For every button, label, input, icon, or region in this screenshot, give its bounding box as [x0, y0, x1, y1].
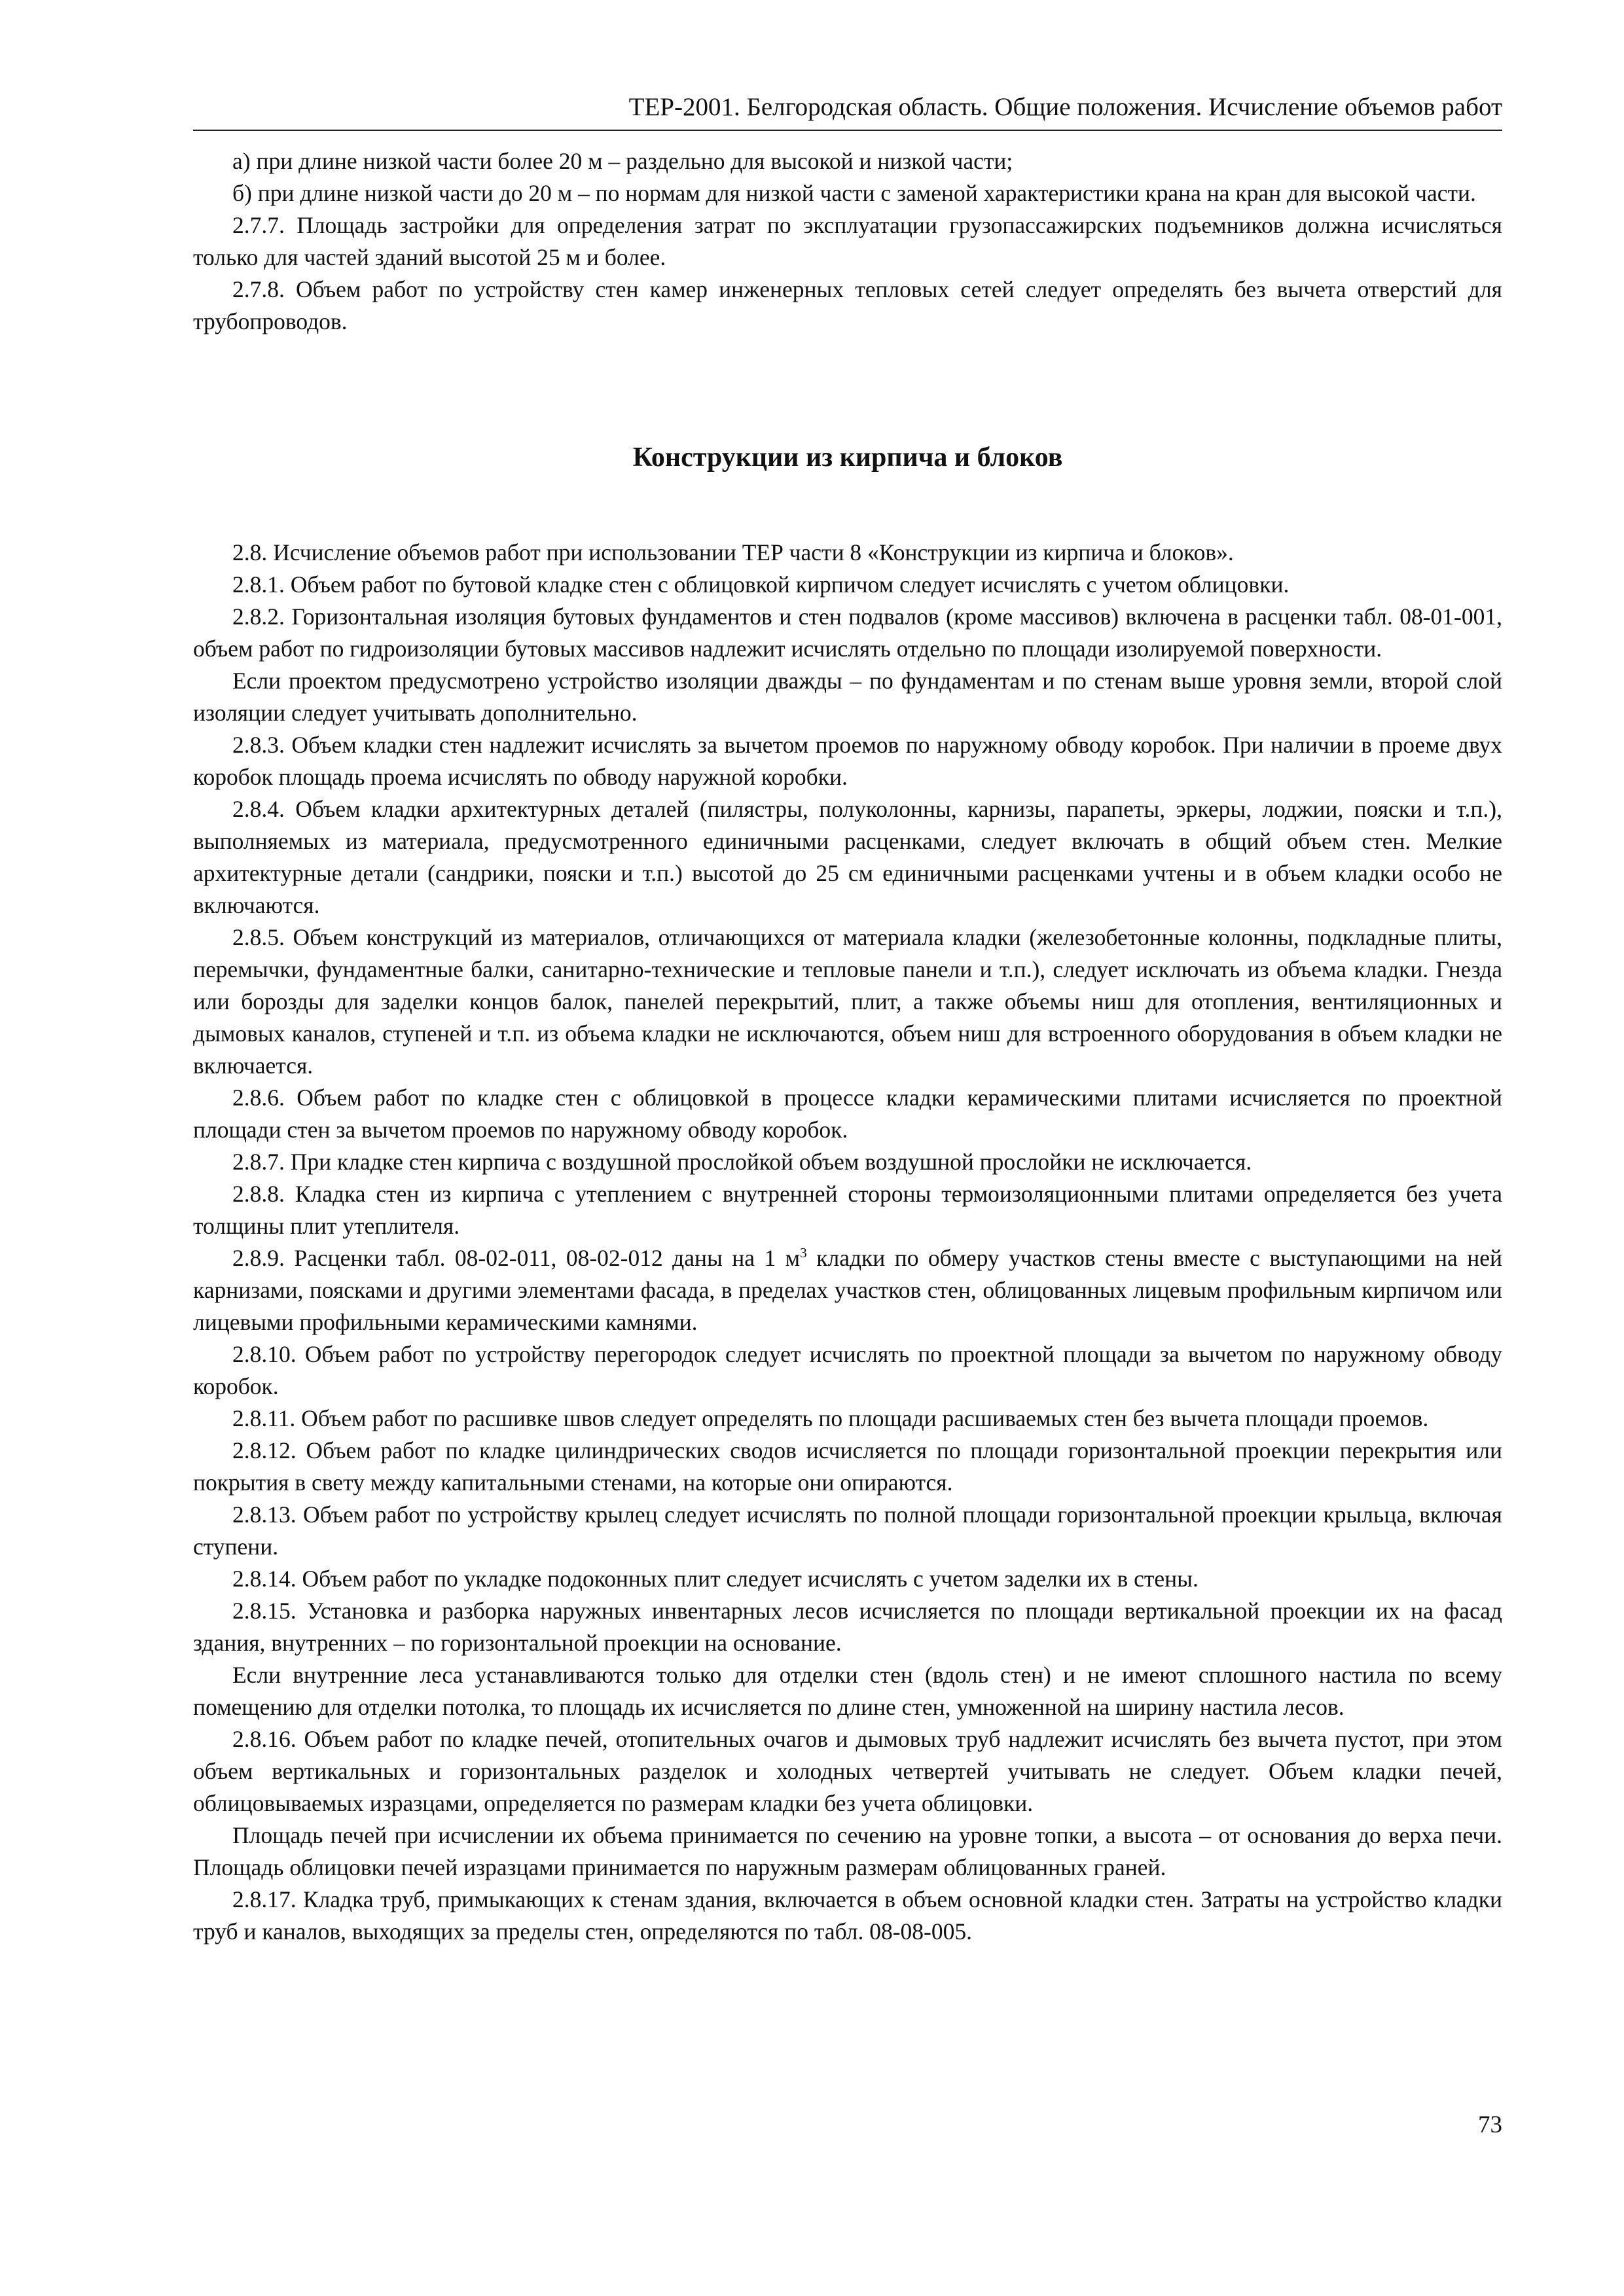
paragraph: 2.8.7. При кладке стен кирпича с воздушной прослойкой объем воздушной прослойки не исключается.	[232, 1149, 1252, 1175]
paragraph: 2.8.5. Объем конструкций из материалов, отличающихся от материала кладки (железобетонные колонны, подкладные плиты, перемычки, фундаментные балки, санитарно-технические и тепловые панели и т.п.), следует исключать из объема кладки. Гнезда или борозды для заделки концов балок, панелей перекрытий, плит, а также объемы ниш для отопления, вентиляционных и дымовых каналов, ступеней и т.п. из объема кладки не исключаются, объем ниш для встроенного оборудования в объем кладки не включается.	[193, 924, 1502, 1079]
section-paragraphs	[193, 537, 1502, 1948]
paragraph-with-superscript	[193, 1242, 1502, 1338]
paragraph: 2.8.13. Объем работ по устройству крылец следует исчислять по полной площади горизонтальной проекции крыльца, включая ступени.	[193, 1501, 1502, 1560]
paragraph: 2.8.4. Объем кладки архитектурных деталей (пилястры, полуколонны, карнизы, парапеты, эркеры, лоджии, пояски и т.п.), выполняемых из материала, предусмотренного единичными расценками, следует включать в общий объем стен. Мелкие архитектурные детали (сандрики, пояски и т.п.) высотой до 25 см единичными расценками учтены и в объем кладки особо не включаются.	[193, 796, 1502, 918]
paragraph-text-before: 2.8.9. Расценки табл. 08-02-011, 08-02-012 даны на 1 м	[232, 1245, 801, 1271]
paragraph: а) при длине низкой части более 20 м – раздельно для высокой и низкой части;	[232, 148, 1013, 174]
paragraph: Площадь печей при исчислении их объема принимается по сечению на уровне топки, а высота – от основания до верха печи. Площадь облицовки печей изразцами принимается по наружным размерам облицованных граней.	[193, 1822, 1502, 1880]
header-rule	[193, 130, 1502, 131]
paragraph: 2.8.1. Объем работ по бутовой кладке стен с облицовкой кирпичом следует исчислять с учетом облицовки.	[232, 571, 1290, 598]
paragraph: б) при длине низкой части до 20 м – по нормам для низкой части с заменой характеристики крана на кран для высокой части.	[232, 180, 1476, 206]
paragraph: 2.7.7. Площадь застройки для определения затрат по эксплуатации грузопассажирских подъемников должна исчисляться только для частей зданий высотой 25 м и более.	[193, 212, 1502, 270]
section-title: Конструкции из кирпича и блоков	[632, 442, 1063, 473]
paragraph-text-after: кладки по обмеру участков стены вместе с выступающими на ней карнизами, поясками и другими элементами фасада, в пределах участков стен, облицованных лицевым профильным кирпичом или лицевыми профильными керамическими камнями.	[193, 1245, 1502, 1335]
paragraph: 2.8.3. Объем кладки стен надлежит исчислять за вычетом проемов по наружному обводу коробок. При наличии в проеме двух коробок площадь проема исчислять по обводу наружной коробки.	[193, 732, 1502, 790]
superscript-exponent: 3	[800, 1245, 807, 1261]
intro-paragraphs	[193, 145, 1502, 338]
paragraph: Если внутренние леса устанавливаются только для отделки стен (вдоль стен) и не имеют сплошного настила по всему помещению для отделки потолка, то площадь их исчисляется по длине стен, умноженной на ширину настила лесов.	[193, 1662, 1502, 1720]
paragraph: 2.8.15. Установка и разборка наружных инвентарных лесов исчисляется по площади вертикальной проекции их на фасад здания, внутренних – по горизонтальной проекции на основание.	[193, 1598, 1502, 1656]
paragraph: 2.8.10. Объем работ по устройству перегородок следует исчислять по проектной площади за вычетом по наружному обводу коробок.	[193, 1341, 1502, 1399]
paragraph: 2.8.12. Объем работ по кладке цилиндрических сводов исчисляется по площади горизонтальной проекции перекрытия или покрытия в свету между капитальными стенами, на которые они опираются.	[193, 1437, 1502, 1496]
paragraph: 2.8.6. Объем работ по кладке стен с облицовкой в процессе кладки керамическими плитами исчисляется по проектной площади стен за вычетом проемов по наружному обводу коробок.	[193, 1085, 1502, 1143]
paragraph: 2.8.11. Объем работ по расшивке швов следует определять по площади расшиваемых стен без вычета площади проемов.	[232, 1405, 1429, 1431]
paragraph: 2.8.8. Кладка стен из кирпича с утеплением с внутренней стороны термоизоляционными плитами определяется без учета толщины плит утеплителя.	[193, 1181, 1502, 1239]
paragraph: 2.8.14. Объем работ по укладке подоконных плит следует исчислять с учетом заделки их в стены.	[232, 1566, 1199, 1592]
paragraph: 2.8.2. Горизонтальная изоляция бутовых фундаментов и стен подвалов (кроме массивов) включена в расценки табл. 08-01-001, объем работ по гидроизоляции бутовых массивов надлежит исчислять отдельно по площади изолируемой поверхности.	[193, 603, 1502, 662]
page-number: 73	[1478, 2111, 1502, 2138]
paragraph: 2.8.17. Кладка труб, примыкающих к стенам здания, включается в объем основной кладки стен. Затраты на устройство кладки труб и каналов, выходящих за пределы стен, определяются по табл. 08-08-005.	[193, 1886, 1502, 1945]
running-header: ТЕР-2001. Белгородская область. Общие положения. Исчисление объемов работ	[628, 93, 1502, 121]
paragraph: 2.8.16. Объем работ по кладке печей, отопительных очагов и дымовых труб надлежит исчислять без вычета пустот, при этом объем вертикальных и горизонтальных разделок и холодных четвертей учитывать не следует. Объем кладки печей, облицовываемых изразцами, определяется по размерам кладки без учета облицовки.	[193, 1726, 1502, 1816]
paragraph: 2.7.8. Объем работ по устройству стен камер инженерных тепловых сетей следует определять без вычета отверстий для трубопроводов.	[193, 276, 1502, 334]
paragraph: 2.8. Исчисление объемов работ при использовании ТЕР части 8 «Конструкции из кирпича и блоков».	[232, 539, 1234, 565]
paragraph: Если проектом предусмотрено устройство изоляции дважды – по фундаментам и по стенам выше уровня земли, второй слой изоляции следует учитывать дополнительно.	[193, 668, 1502, 726]
